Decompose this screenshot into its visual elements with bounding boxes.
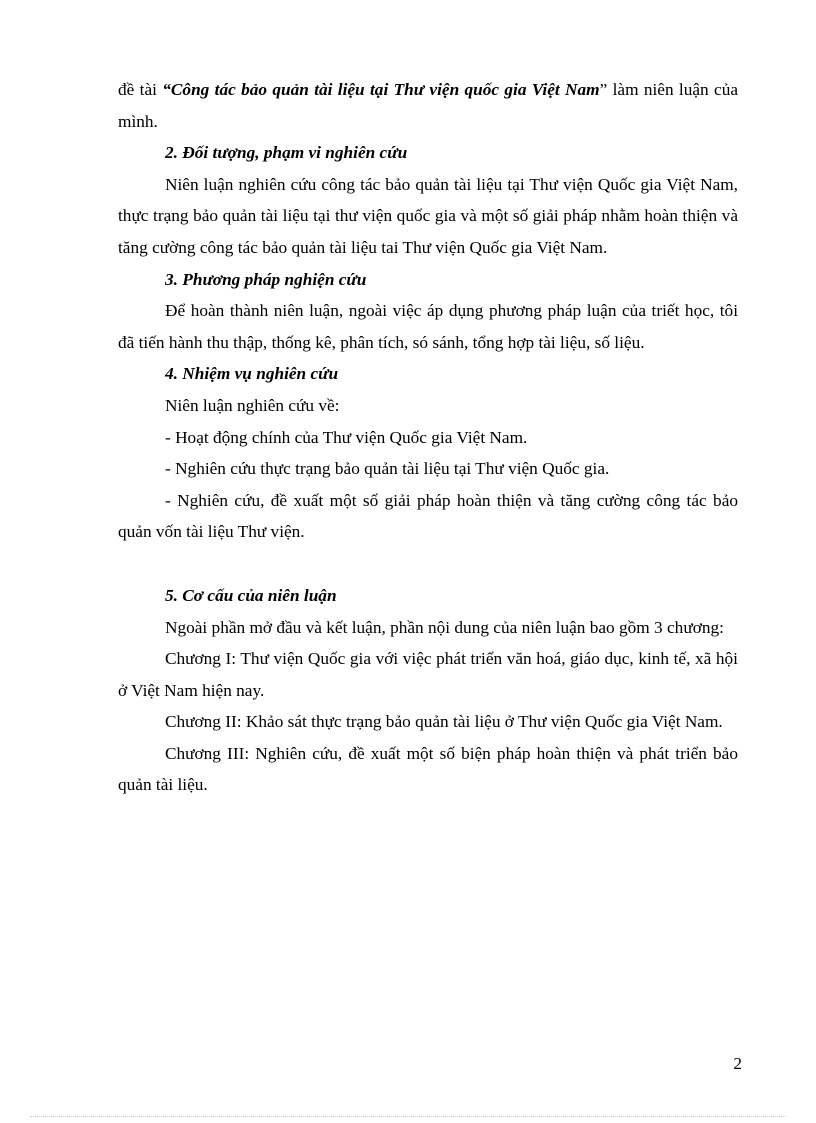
section-4-item: - Nghiên cứu thực trạng bảo quản tài liệu tại Thư viện Quốc gia. [165,459,610,479]
section-spacer [118,548,738,580]
chapter-item: Chương II: Khảo sát thực trạng bảo quản tài liệu ở Thư viện Quốc gia Việt Nam. [165,712,723,732]
section-4-heading: 4. Nhiệm vụ nghiên cứu [165,364,339,384]
section-2-paragraph: Niên luận nghiên cứu công tác bảo quản tài liệu tại Thư viện Quốc gia Việt Nam, thực trạng bảo quản tài liệu tại thư viện quốc gia và một số giải pháp nhằm hoàn thiện và tăng cường công tác bảo quản tài liệu tai Thư viện Quốc gia Việt Nam. [118,174,738,257]
page-bottom-divider [30,1116,786,1117]
section-5-heading: 5. Cơ cấu của niên luận [165,585,337,605]
section-4-item: - Nghiên cứu, đề xuất một số giải pháp hoàn thiện và tăng cường công tác bảo quản vốn tài liệu Thư viện. [118,490,738,542]
section-3-paragraph: Để hoàn thành niên luận, ngoài việc áp dụng phương pháp luận của triết học, tôi đã tiến hành thu thập, thống kê, phân tích, só sánh, tổng hợp tài liệu, số liệu. [118,301,738,352]
thesis-title: “Công tác bảo quản tài liệu tại Thư viện quốc gia Việt Nam [162,80,600,99]
section-3-heading: 3. Phương pháp nghiện cứu [165,269,367,289]
page-number: 2 [733,1054,742,1073]
intro-prefix: đề tài [118,80,163,99]
section-4-item: - Hoạt động chính của Thư viện Quốc gia Việt Nam. [165,427,528,447]
section-5-intro: Ngoài phần mở đầu và kết luận, phần nội dung của niên luận bao gồm 3 chương: [165,617,724,637]
chapter-item: Chương III: Nghiên cứu, đề xuất một số biện pháp hoàn thiện và phát triển bảo quản tài liệu. [118,743,738,795]
section-2-heading: 2. Đối tượng, phạm vi nghiên cứu [165,143,408,163]
chapter-item: Chương I: Thư viện Quốc gia với việc phát triển văn hoá, giáo dục, kinh tế, xã hội ở Việt Nam hiện nay. [118,649,738,700]
intro-paragraph [118,74,738,137]
document-body [118,74,738,801]
section-4-intro: Niên luận nghiên cứu về: [165,395,340,415]
intro-suffix: ” làm niên luận của mình. [118,80,739,131]
